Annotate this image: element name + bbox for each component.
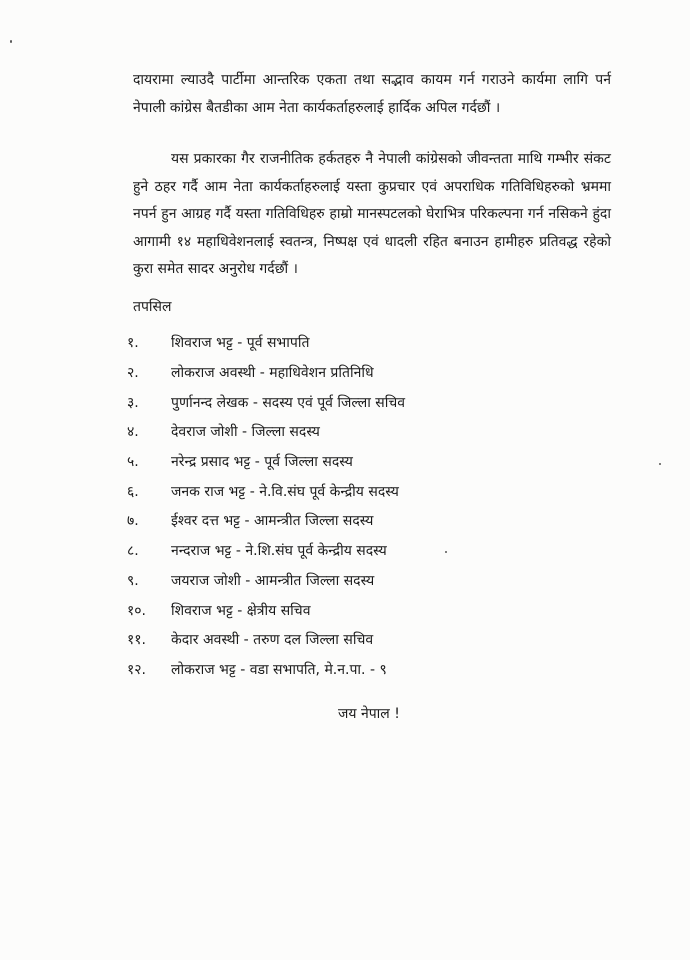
- closing-salutation: जय नेपाल !: [338, 706, 400, 722]
- list-item: [127, 328, 547, 358]
- list-item: [127, 417, 547, 447]
- request-paragraph: यस प्रकारका गैर राजनीतिक हर्कतहरु नै नेपाली कांग्रेसको जीवन्तता माथि गम्भीर संकट हुने ठहर गर्दै आम नेता कार्यकर्ताहरुलाई यस्ता कुप्रचार एवं अपराधिक गतिविधिहरुको भ्रममा नपर्न हुन आग्रह गर्दै यस्ता गतिविधिहरु हाम्रो मानस्पटलको घेराभित्र परिकल्पना गर्न नसिकने हुंदा आगामी १४ महाधिवेशनलाई स्वतन्त्र, निष्पक्ष एवं धादली रहित बनाउन हामीहरु प्रतिवद्ध रहेको कुरा समेत सादर अनुरोध गर्दछौं ।: [133, 151, 611, 277]
- item-text: ईश्वर दत्त भट्ट - आमन्त्रीत जिल्ला सदस्य: [171, 513, 374, 530]
- list-item: [127, 358, 547, 388]
- scan-speck: [445, 551, 447, 553]
- item-text: लोकराज भट्ट - वडा सभापति, मे.न.पा. - ९: [171, 661, 387, 678]
- item-number: ५.: [127, 454, 139, 471]
- item-number: ८.: [127, 543, 139, 560]
- appeal-paragraph: दायरामा ल्याउदै पार्टीमा आन्तरिक एकता तथा सद्भाव कायम गर्न गराउने कार्यमा लागि पर्न नेपाली कांग्रेस बैतडीका आम नेता कार्यकर्ताहरुलाई हार्दिक अपिल गर्दछौं ।: [133, 72, 611, 116]
- list-item: [127, 447, 547, 477]
- list-item: [127, 506, 547, 536]
- list-heading: तपसिल: [133, 299, 172, 315]
- item-number: १०.: [127, 602, 147, 619]
- list-item: [127, 595, 547, 625]
- item-text: देवराज जोशी - जिल्ला सदस्य: [171, 424, 320, 441]
- item-text: शिवराज भट्ट - पूर्व सभापति: [171, 335, 310, 352]
- item-text: शिवराज भट्ट - क्षेत्रीय सचिव: [171, 602, 311, 619]
- scan-speck: [10, 40, 12, 43]
- list-item: [127, 566, 547, 596]
- item-text: नन्दराज भट्ट - ने.शि.संघ पूर्व केन्द्रीय सदस्य: [171, 543, 387, 560]
- item-number: ९.: [127, 572, 139, 589]
- list-item: [127, 655, 547, 685]
- item-text: केदार अवस्थी - तरुण दल जिल्ला सचिव: [171, 632, 374, 649]
- list-item: [127, 625, 547, 655]
- item-number: १२.: [127, 661, 147, 678]
- list-item: [127, 476, 547, 506]
- item-number: ३.: [127, 394, 139, 411]
- list-item: [127, 387, 547, 417]
- item-number: २.: [127, 365, 139, 382]
- signatory-list: [127, 328, 547, 684]
- item-number: ११.: [127, 632, 147, 649]
- scan-speck: [659, 463, 661, 465]
- list-item: [127, 536, 547, 566]
- item-text: जनक राज भट्ट - ने.वि.संघ पूर्व केन्द्रीय सदस्य: [171, 483, 399, 500]
- item-number: ७.: [127, 513, 139, 530]
- item-text: नरेन्द्र प्रसाद भट्ट - पूर्व जिल्ला सदस्य: [171, 454, 353, 471]
- item-number: १.: [127, 335, 139, 352]
- item-text: पुर्णानन्द लेखक - सदस्य एवं पूर्व जिल्ला सचिव: [171, 394, 406, 411]
- item-number: ६.: [127, 483, 139, 500]
- item-text: जयराज जोशी - आमन्त्रीत जिल्ला सदस्य: [171, 572, 375, 589]
- item-text: लोकराज अवस्थी - महाधिवेशन प्रतिनिधि: [171, 365, 374, 382]
- item-number: ४.: [127, 424, 139, 441]
